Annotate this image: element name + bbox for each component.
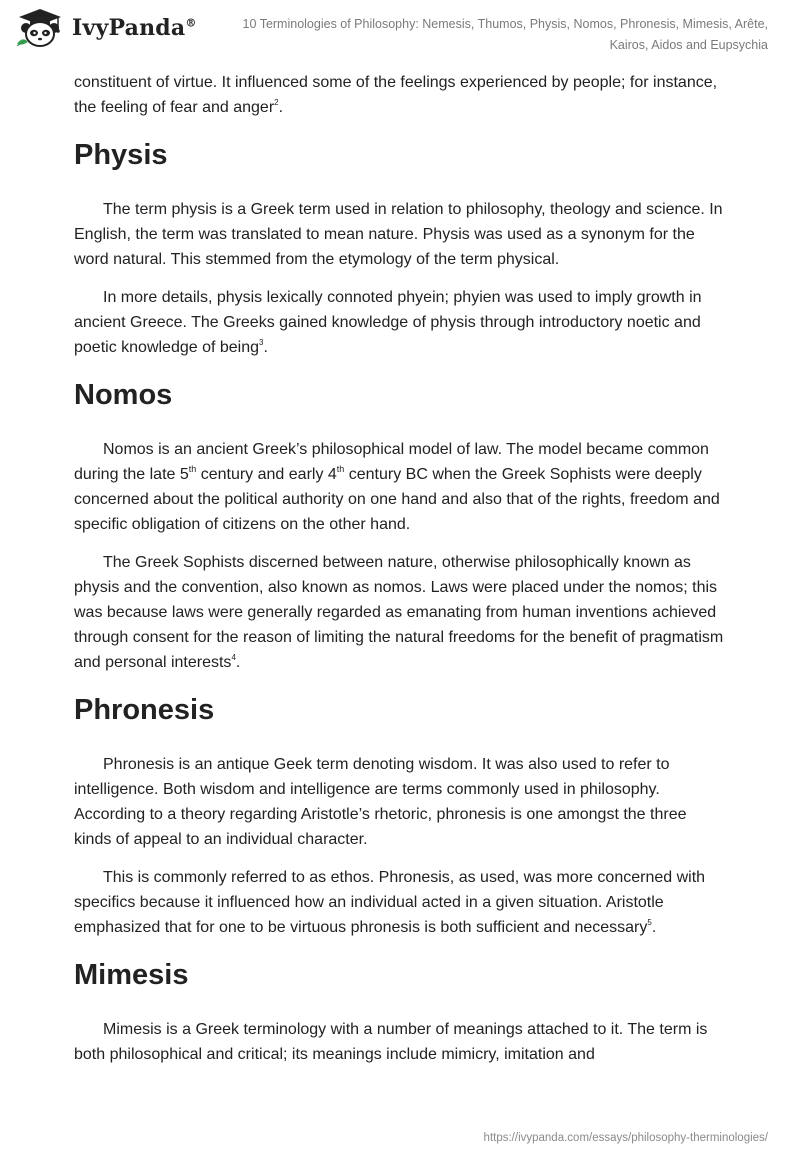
panda-icon [14,8,66,48]
registered-mark: ® [185,16,197,30]
physis-paragraph-1: The term physis is a Greek term used in relation to philosophy, theology and science. In English, the term was translated to mean nature. Physis was used as a synonym for the word natural. This stemmed from the etymology of the term physical. [74,201,723,268]
phronesis-paragraph-1: Phronesis is an antique Geek term denoting wisdom. It was also used to refer to intelligence. Both wisdom and intelligence are terms commonly used in philosophy. According to a theory regarding Aristotle’s rhetoric, phronesis is one amongst the three kinds of appeal to an individual character. [74,756,687,848]
page-header [0,0,800,70]
heading-mimesis: Mimesis [74,959,189,991]
intro-paragraph: constituent of virtue. It influenced some of the feelings experienced by people; for instance, the feeling of fear and anger$^2$. [74,74,718,116]
phronesis-paragraph-2: This is commonly referred to as ethos. Phronesis, as used, was more concerned with specifics because it influenced how an individual acted in a given situation. Aristotle emphasized that for one to be virtuous phronesis is both sufficient and necessary$^5$. [74,869,706,936]
essay-body [74,70,726,1080]
footnote-ref-5[interactable]: 5 [647,918,652,927]
heading-nomos: Nomos [74,379,173,411]
physis-paragraph-2: In more details, physis lexically connoted phyein; phyien was used to imply growth in ancient Greece. The Greeks gained knowledge of physis through introductory noetic and poetic knowledge of being$^3$. [74,289,702,356]
document-title [228,14,768,56]
nomos-paragraph-1: Nomos is an ancient Greek’s philosophical model of law. The model became common during the late 5th century and early 4th century BC when the Greek Sophists were deeply concerned about the political authority on one hand and also that of the rights, freedom and specific obligation of citizens on the other hand. [74,441,720,533]
brand-name: IvyPanda® [72,15,197,41]
document-title-line-2: Kairos, Aidos and Eupsychia [609,38,768,52]
footnote-ref-4[interactable]: 4 [231,653,236,662]
mimesis-paragraph-1: Mimesis is a Greek terminology with a number of meanings attached to it. The term is both philosophical and critical; its meanings include mimicry, imitation and [74,1021,708,1063]
source-url[interactable]: https://ivypanda.com/essays/philosophy-therminologies/ [483,1132,768,1144]
ivypanda-logo[interactable] [14,8,197,48]
heading-phronesis: Phronesis [74,694,215,726]
document-title-line-1: 10 Terminologies of Philosophy: Nemesis, Thumos, Physis, Nomos, Phronesis, Mimesis, Arête, [242,17,768,31]
footnote-ref-2[interactable]: 2 [274,98,279,107]
footnote-ref-3[interactable]: 3 [259,338,264,347]
heading-physis: Physis [74,139,168,171]
nomos-paragraph-2: The Greek Sophists discerned between nature, otherwise philosophically known as physis and the convention, also known as nomos. Laws were placed under the nomos; this was because laws were generally regarded as emanating from human inventions achieved through consent for the reason of limiting the natural freedoms for the benefit of pragmatism and personal interests$^4$. [74,554,724,671]
